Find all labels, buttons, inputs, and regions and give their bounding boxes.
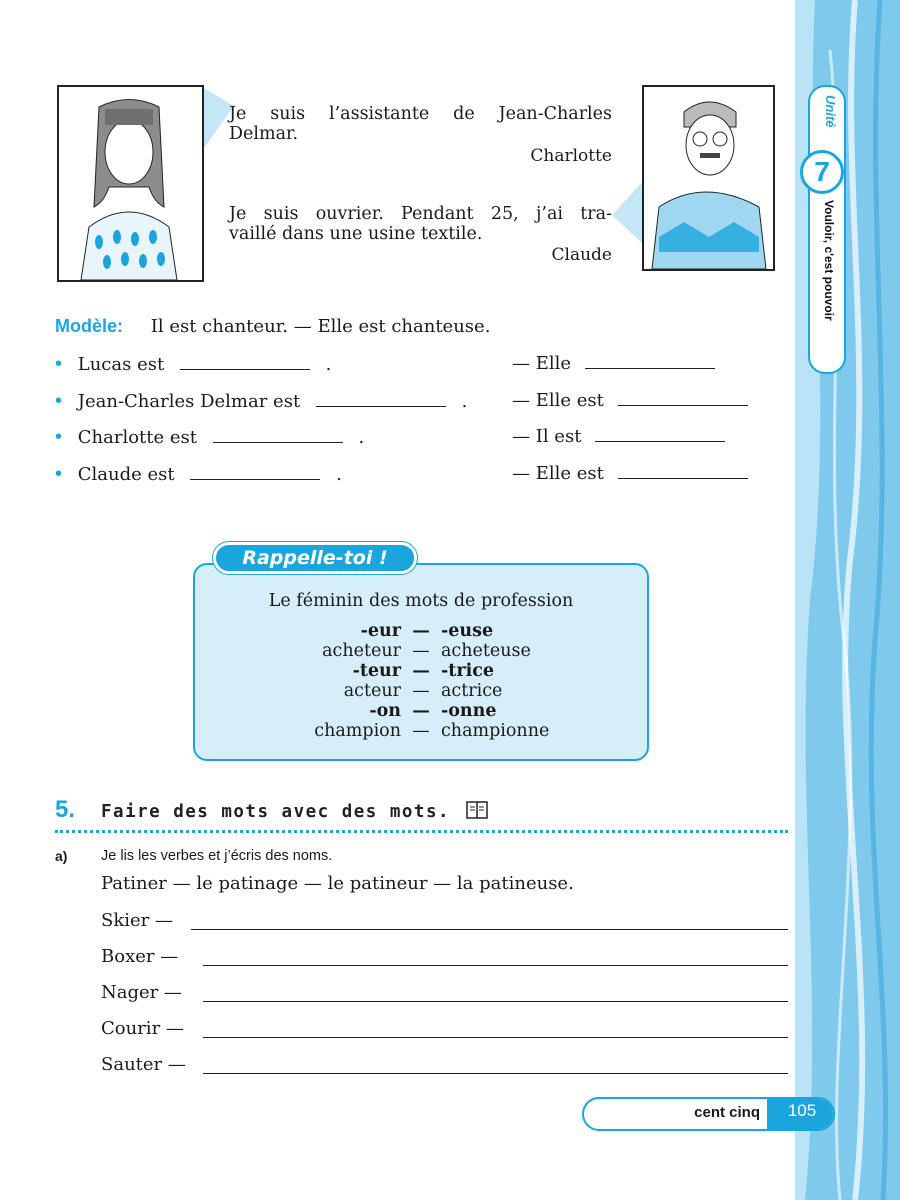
pair-masculine: champion (314, 721, 401, 741)
pair-dash: — (412, 681, 430, 701)
pair-feminine: -euse (441, 621, 494, 641)
pair-dash: — (412, 661, 430, 681)
row-4-dot: . (336, 464, 342, 485)
row-2-dot: . (461, 391, 468, 412)
pair-masculine: acteur (343, 681, 401, 701)
item-skier: Skier — (101, 910, 173, 931)
exercise-instruction: Je lis les verbes et j’écris des noms. (101, 848, 333, 864)
rappel-pair-2 (193, 641, 649, 661)
exercise-row-2-right (512, 390, 748, 411)
row-2-blank-right[interactable] (618, 391, 748, 406)
pair-feminine: actrice (441, 681, 503, 701)
row-3-subject: Charlotte est (77, 427, 198, 448)
rappel-pair-5 (193, 701, 649, 721)
exercise-example: Patiner — le patinage — le patineur — la patineuse. (101, 873, 574, 894)
row-2-blank-left[interactable] (316, 392, 446, 407)
modele-line (55, 316, 490, 337)
pair-feminine: -trice (441, 661, 495, 681)
item-courir: Courir — (101, 1018, 184, 1039)
pair-dash: — (412, 621, 430, 641)
pair-masculine: -teur (352, 661, 401, 681)
exercise-row-1-right (512, 353, 715, 374)
speaker-claude: Claude (551, 245, 612, 265)
answer-line-boxer[interactable] (203, 965, 788, 966)
answer-line-nager[interactable] (203, 1001, 788, 1002)
exercise-row-4-left (55, 463, 342, 486)
bullet-icon: • (55, 390, 63, 412)
modele-example: Il est chanteur. — Elle est chanteuse. (150, 316, 491, 337)
bullet-icon: • (55, 426, 63, 448)
bullet-icon: • (55, 463, 63, 485)
pair-feminine: championne (441, 721, 550, 741)
exercise-row-2-left (55, 390, 467, 413)
rappel-pair-1 (193, 621, 649, 641)
item-sauter: Sauter — (101, 1054, 186, 1075)
part-label: a) (55, 848, 68, 864)
answer-line-courir[interactable] (203, 1037, 788, 1038)
pair-masculine: -on (369, 701, 401, 721)
rappel-pair-3 (193, 661, 649, 681)
pair-dash: — (412, 721, 430, 741)
charlotte-speech-line1: Je suis l’assistante de Jean-Charles (229, 104, 612, 124)
row-2-subject: Jean-Charles Delmar est (77, 391, 301, 412)
book-icon (466, 801, 488, 819)
rappel-heading: Le féminin des mots de profession (268, 591, 574, 611)
exercise-title-text: Faire des mots avec des mots. (101, 802, 451, 822)
row-1-blank-left[interactable] (180, 355, 310, 370)
bullet-icon: • (55, 353, 63, 375)
exercise-row-3-right (512, 426, 725, 447)
claude-speech (229, 204, 612, 244)
row-1-response: — Elle (512, 353, 572, 374)
row-3-dot: . (358, 427, 365, 448)
row-3-blank-left[interactable] (213, 428, 343, 443)
charlotte-speech-line2: Delmar. (229, 124, 299, 144)
unit-title: Vouloir, c'est pouvoir (822, 200, 836, 321)
row-2-response: — Elle est (512, 390, 604, 411)
rappel-pair-6 (193, 721, 649, 741)
row-1-blank-right[interactable] (585, 354, 715, 369)
item-nager: Nager — (101, 982, 182, 1003)
answer-line-sauter[interactable] (203, 1073, 788, 1074)
page-number: 105 (787, 1101, 817, 1120)
exercise-title (101, 801, 488, 822)
row-4-blank-left[interactable] (190, 465, 320, 480)
portrait-claude (642, 85, 775, 271)
row-4-response: — Elle est (512, 463, 604, 484)
claude-speech-line2: vaillé dans une usine textile. (229, 224, 483, 244)
speech-pointer-claude (612, 180, 644, 245)
pair-masculine: -eur (360, 621, 401, 641)
pair-masculine: acheteur (322, 641, 401, 661)
rappel-tab-label: Rappelle-toi ! (213, 542, 417, 574)
exercise-row-1-left (55, 353, 331, 376)
unit-number-badge: 7 (800, 150, 844, 194)
pair-dash: — (412, 701, 430, 721)
modele-label: Modèle: (55, 316, 124, 336)
dotted-divider (55, 830, 788, 833)
woman-illustration (59, 87, 202, 280)
unit-word: Unité (823, 95, 838, 128)
exercise-number: 5. (55, 796, 76, 823)
answer-line-skier[interactable] (191, 929, 788, 930)
row-4-blank-right[interactable] (618, 464, 748, 479)
row-4-subject: Claude est (77, 464, 175, 485)
exercise-row-3-left (55, 426, 364, 449)
exercise-row-4-right (512, 463, 748, 484)
claude-speech-line1: Je suis ouvrier. Pendant 25, j’ai tra- (229, 204, 612, 224)
row-1-dot: . (325, 354, 332, 375)
row-3-response: — Il est (512, 426, 582, 447)
row-1-subject: Lucas est (77, 354, 165, 375)
portrait-charlotte (57, 85, 204, 282)
charlotte-speech (229, 104, 612, 144)
man-illustration (644, 87, 773, 269)
speaker-charlotte: Charlotte (530, 146, 612, 166)
pair-feminine: -onne (441, 701, 497, 721)
item-boxer: Boxer — (101, 946, 179, 967)
page-words: cent cinq (694, 1104, 760, 1121)
rappel-pair-4 (193, 681, 649, 701)
pair-dash: — (412, 641, 430, 661)
pair-feminine: acheteuse (441, 641, 531, 661)
row-3-blank-right[interactable] (595, 427, 725, 442)
